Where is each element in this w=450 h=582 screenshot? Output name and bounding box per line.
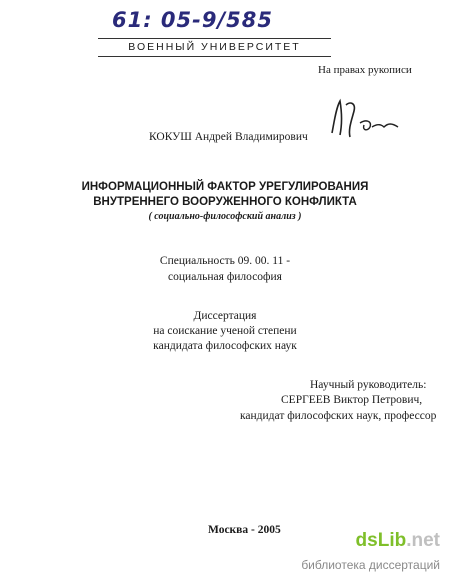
specialty-line-1: Специальность 09. 00. 11 -: [159, 255, 291, 267]
university-name: ВОЕННЫЙ УНИВЕРСИТЕТ: [128, 41, 301, 53]
specialty-line-2: социальная философия: [168, 271, 282, 283]
manuscript-note: На правах рукописи: [318, 64, 412, 76]
header-rule-bottom: [98, 56, 331, 57]
supervisor-name: СЕРГЕЕВ Виктор Петрович,: [281, 394, 423, 406]
thesis-title-line-1: ИНФОРМАЦИОННЫЙ ФАКТОР УРЕГУЛИРОВАНИЯ: [81, 181, 369, 193]
author-name: КОКУШ Андрей Владимирович: [149, 131, 308, 143]
watermark-logo-main: dsLib: [355, 530, 407, 551]
supervisor-label: Научный руководитель:: [310, 379, 427, 391]
dissertation-field-line: кандидата философских наук: [153, 340, 297, 352]
watermark-tagline: библиотека диссертаций: [301, 558, 440, 572]
supervisor-degree: кандидат философских наук, профессор: [240, 410, 437, 422]
handwritten-archive-code: 61: 05-9/585: [112, 8, 273, 32]
header-rule-top: [98, 38, 331, 39]
dissertation-degree-line: на соискание ученой степени: [153, 325, 297, 337]
city-year: Москва - 2005: [208, 524, 281, 536]
dissertation-label: Диссертация: [193, 310, 257, 322]
watermark-logo-tld: .net: [406, 530, 440, 551]
handwritten-signature: [326, 93, 404, 145]
dslib-watermark-logo: [356, 530, 440, 552]
thesis-subtitle: ( социально-философский анализ ): [148, 211, 302, 222]
thesis-title-line-2: ВНУТРЕННЕГО ВООРУЖЕННОГО КОНФЛИКТА: [93, 196, 357, 208]
